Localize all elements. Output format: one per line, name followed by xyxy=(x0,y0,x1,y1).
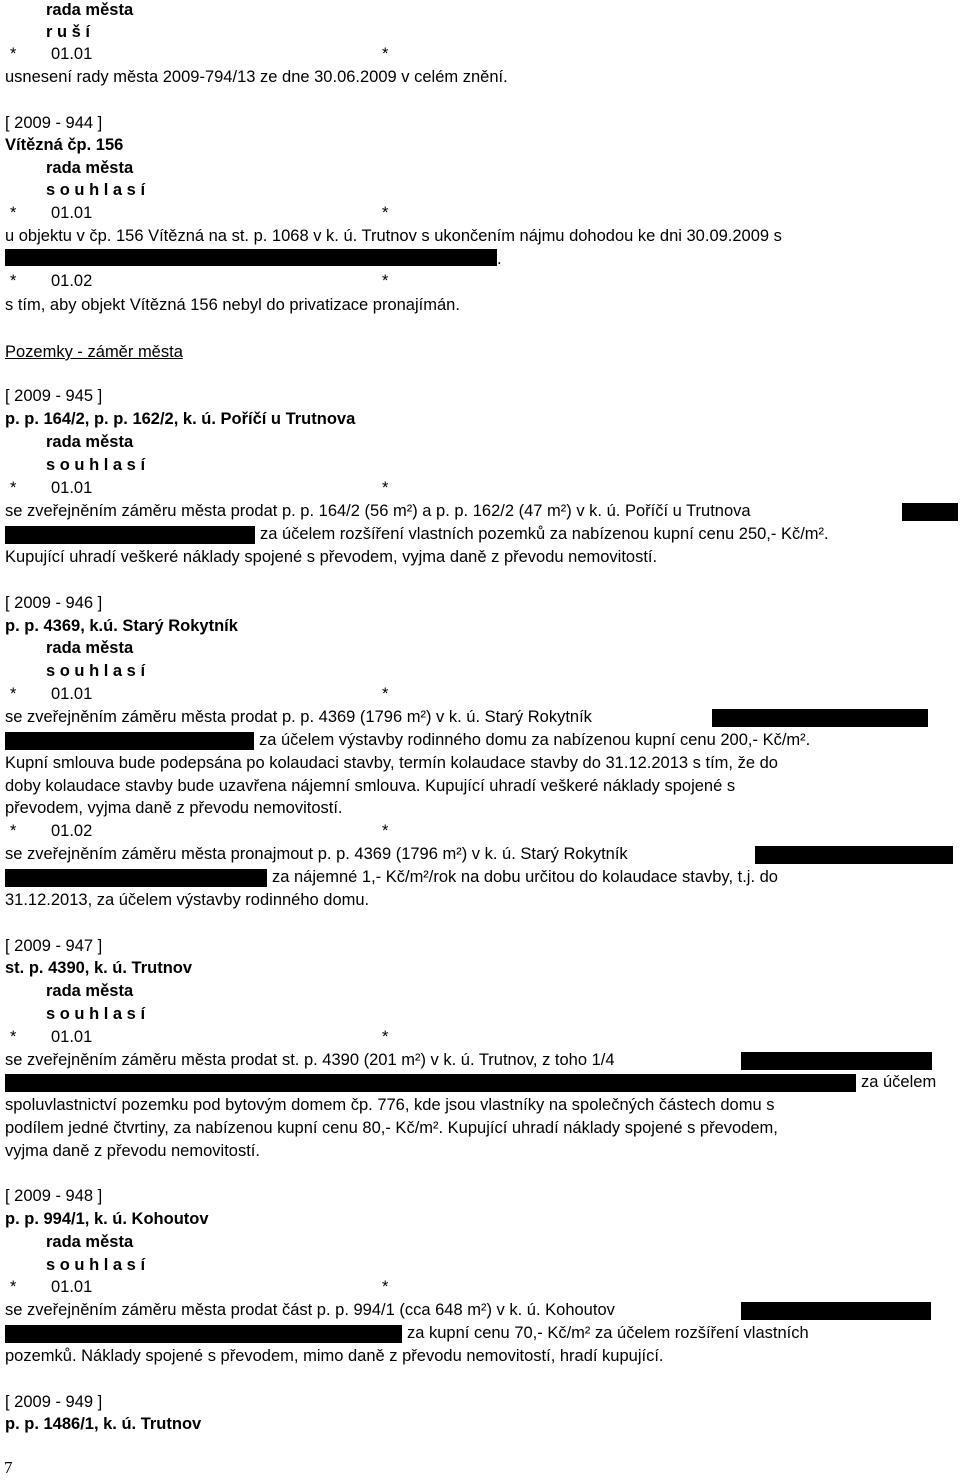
resolution-text: se zveřejněním záměru města prodat p. p. 164/2 (56 m²) a p. p. 162/2 (47 m²) v k. ú. Poříčí u Trutnova xyxy=(5,502,751,520)
resolution-text: spoluvlastnictví pozemku pod bytovým domem čp. 776, kde jsou vlastníky na společných částech domu s xyxy=(5,1096,775,1114)
redaction-bar xyxy=(741,1302,931,1320)
council-heading: rada města xyxy=(46,1,134,19)
resolution-text: za účelem xyxy=(861,1073,937,1091)
council-heading: rada města xyxy=(46,433,134,451)
resolution-ref: [ 2009 - 947 ] xyxy=(5,937,103,955)
redaction-bar xyxy=(5,869,267,887)
resolution-text: převodem, vyjma daně z převodu nemovitostí. xyxy=(5,799,343,817)
resolution-text: Kupující uhradí veškeré náklady spojené s převodem, vyjma daně z převodu nemovitostí. xyxy=(5,548,658,566)
resolution-title: Vítězná čp. 156 xyxy=(5,136,124,154)
resolution-text: vyjma daně z převodu nemovitostí. xyxy=(5,1142,260,1160)
resolution-text: se zveřejněním záměru města prodat st. p. 4390 (201 m²) v k. ú. Trutnov, z toho 1/4 xyxy=(5,1051,615,1069)
resolution-text: u objektu v čp. 156 Vítězná na st. p. 1068 v k. ú. Trutnov s ukončením nájmu dohodou ke dni 30.09.2009 s xyxy=(5,227,782,245)
redaction-bar xyxy=(741,1052,932,1070)
redaction-bar xyxy=(755,846,953,864)
resolution-text: za kupní cenu 70,- Kč/m² za účelem rozšíření vlastních xyxy=(407,1324,809,1342)
resolution-verb: s o u h l a s í xyxy=(46,662,146,680)
redaction-bar xyxy=(5,526,255,544)
resolution-text: 31.12.2013, za účelem výstavby rodinného domu. xyxy=(5,891,370,909)
resolution-verb: s o u h l a s í xyxy=(46,1256,146,1274)
council-heading: rada města xyxy=(46,159,134,177)
page-number: 7 xyxy=(4,1458,13,1477)
resolution-title: p. p. 4369, k.ú. Starý Rokytník xyxy=(5,617,238,635)
council-heading: rada města xyxy=(46,639,134,657)
redaction-bar xyxy=(5,732,254,750)
resolution-ref: [ 2009 - 949 ] xyxy=(5,1393,103,1411)
section-heading: Pozemky - záměr města xyxy=(5,343,183,361)
resolution-text: s tím, aby objekt Vítězná 156 nebyl do privatizace pronajímán. xyxy=(5,296,460,314)
resolution-title: st. p. 4390, k. ú. Trutnov xyxy=(5,959,193,977)
resolution-text: se zveřejněním záměru města pronajmout p. p. 4369 (1796 m²) v k. ú. Starý Rokytník xyxy=(5,845,628,863)
resolution-text: . xyxy=(5,248,502,270)
resolution-text: usnesení rady města 2009-794/13 ze dne 30.06.2009 v celém znění. xyxy=(5,68,508,86)
resolution-verb: s o u h l a s í xyxy=(46,181,146,199)
resolution-text: podílem jedné čtvrtiny, za nabízenou kupní cenu 80,- Kč/m². Kupující uhradí náklady spojené s převodem, xyxy=(5,1119,778,1137)
resolution-text: Kupní smlouva bude podepsána po kolaudaci stavby, termín kolaudace stavby do 31.12.2013 s tím, že do xyxy=(5,754,778,772)
resolution-text: za účelem rozšíření vlastních pozemků za nabízenou kupní cenu 250,- Kč/m². xyxy=(260,525,829,543)
redaction-bar xyxy=(902,503,958,521)
resolution-verb: s o u h l a s í xyxy=(46,1005,146,1023)
resolution-text: pozemků. Náklady spojené s převodem, mimo daně z převodu nemovitostí, hradí kupující. xyxy=(5,1347,664,1365)
redaction-bar xyxy=(5,1325,402,1343)
resolution-text: za účelem výstavby rodinného domu za nabízenou kupní cenu 200,- Kč/m². xyxy=(259,731,811,749)
redaction-bar xyxy=(5,249,497,266)
resolution-ref: [ 2009 - 945 ] xyxy=(5,387,103,405)
council-heading: rada města xyxy=(46,1233,134,1251)
resolution-title: p. p. 1486/1, k. ú. Trutnov xyxy=(5,1415,202,1433)
resolution-title: p. p. 164/2, p. p. 162/2, k. ú. Poříčí u Trutnova xyxy=(5,410,356,428)
council-heading: rada města xyxy=(46,982,134,1000)
resolution-ref: [ 2009 - 944 ] xyxy=(5,114,103,132)
resolution-title: p. p. 994/1, k. ú. Kohoutov xyxy=(5,1210,209,1228)
resolution-ref: [ 2009 - 948 ] xyxy=(5,1187,103,1205)
redaction-bar xyxy=(712,709,928,727)
resolution-text: se zveřejněním záměru města prodat p. p. 4369 (1796 m²) v k. ú. Starý Rokytník xyxy=(5,708,592,726)
resolution-verb: s o u h l a s í xyxy=(46,456,146,474)
resolution-text: za nájemné 1,- Kč/m²/rok na dobu určitou do kolaudace stavby, t.j. do xyxy=(272,868,778,886)
resolution-verb: r u š í xyxy=(46,23,91,41)
resolution-text: se zveřejněním záměru města prodat část p. p. 994/1 (cca 648 m²) v k. ú. Kohoutov xyxy=(5,1301,615,1319)
resolution-text: doby kolaudace stavby bude uzavřena nájemní smlouva. Kupující uhradí veškeré náklady spojené s xyxy=(5,777,736,795)
redaction-bar xyxy=(5,1074,856,1092)
resolution-ref: [ 2009 - 946 ] xyxy=(5,594,103,612)
